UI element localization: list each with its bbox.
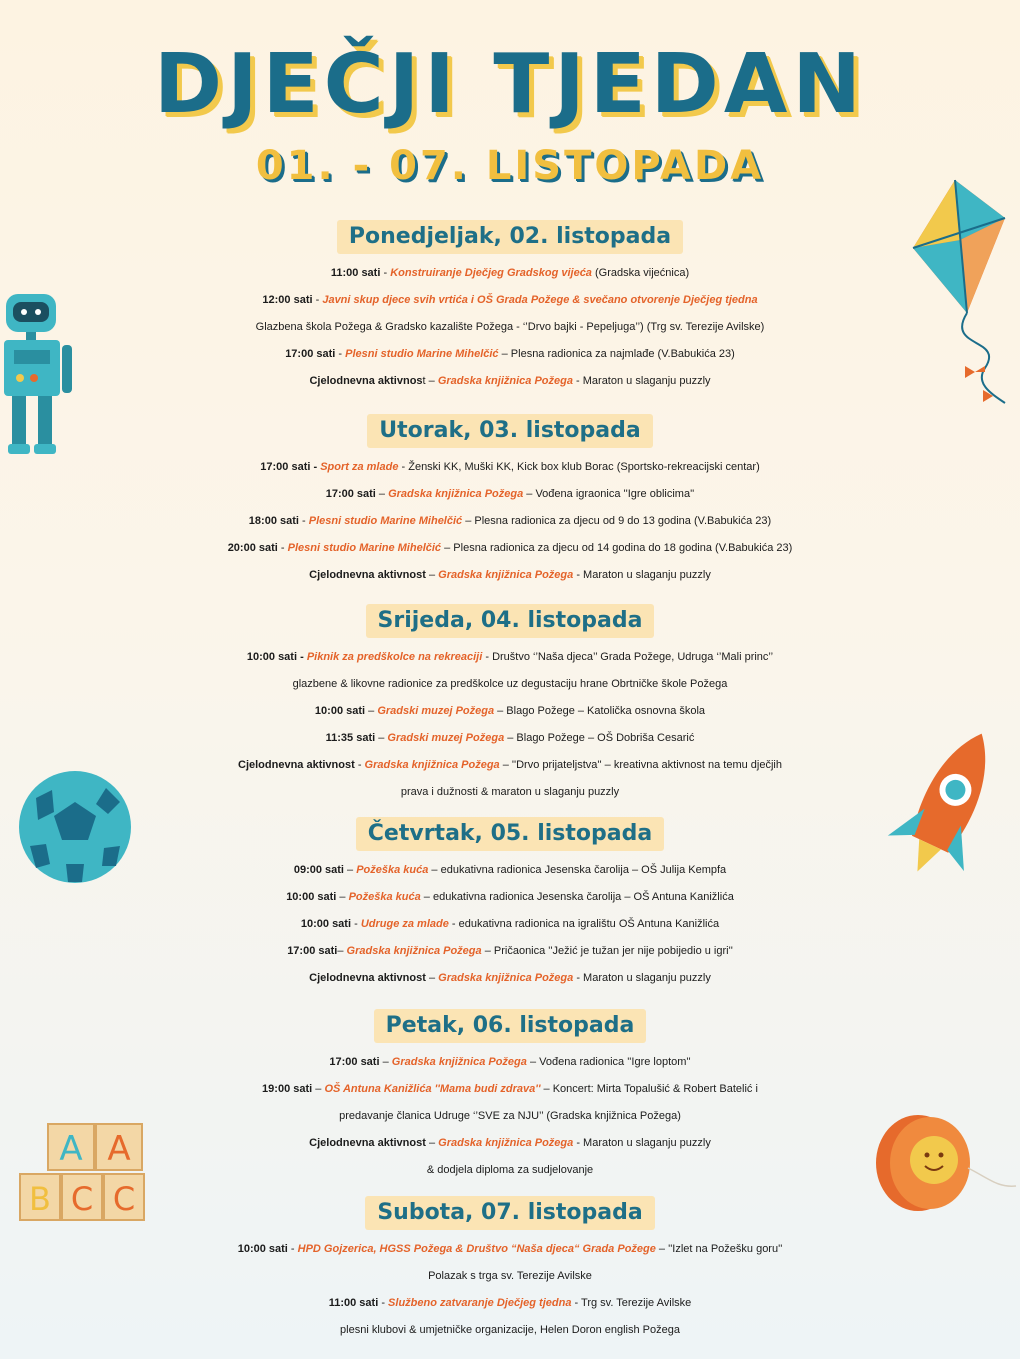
event-organizer: Plesni studio Marine Mihelčić	[345, 348, 499, 360]
event-line	[0, 884, 1020, 911]
event-time: Cjelodnevna aktivnost	[309, 1137, 426, 1149]
block-c-letter: C	[70, 1180, 94, 1218]
event-description: Glazbena škola Požega & Gradsko kazalište Požega - ‘’Drvo bajki - Pepeljuga’’) (Trg sv. Terezije Avilske)	[255, 321, 765, 333]
event-organizer: Požeška kuća	[348, 891, 421, 903]
event-line	[0, 911, 1020, 938]
event-description: – Plesna radionica za djecu od 9 do 13 godina (V.Babukića 23)	[462, 515, 772, 527]
event-line	[0, 1290, 1020, 1317]
event-organizer: Plesni studio Marine Mihelčić	[287, 542, 442, 554]
event-description: – Vođena radionica ''Igre loptom''	[526, 1056, 691, 1068]
event-line	[0, 725, 1020, 752]
event-description: glazbene & likovne radionice za predškolce uz degustaciju hrane Obrtničke škole Požega	[292, 678, 728, 690]
event-line	[0, 508, 1020, 535]
event-time: 10:00 sati	[300, 918, 352, 930]
event-line	[0, 1263, 1020, 1290]
event-separator: -	[378, 1297, 389, 1309]
event-line	[0, 481, 1020, 508]
event-time: 11:35 sati	[325, 732, 376, 744]
event-time: 10:00 sati	[314, 705, 366, 717]
block-b-letter: B	[29, 1180, 51, 1218]
event-organizer: Gradska knjižnica Požega	[438, 569, 574, 581]
event-line	[0, 1049, 1020, 1076]
event-time: 18:00 sati	[248, 515, 299, 527]
event-separator: –	[337, 945, 347, 957]
day-header: Utorak, 03. listopada	[367, 414, 652, 448]
event-description: - Ženski KK, Muški KK, Kick box klub Borac (Sportsko-rekreacijski centar)	[398, 461, 760, 473]
event-organizer: Javni skup djece svih vrtića i OŠ Grada Požege & svečano otvorenje Dječjeg tjedna	[322, 294, 758, 306]
event-organizer: Piknik za predškolce na rekreaciji	[306, 651, 483, 663]
event-description: – Blago Požege – Katolička osnovna škola	[494, 705, 706, 717]
event-line	[0, 1157, 1020, 1184]
event-time: 17:00 sati	[325, 488, 376, 500]
event-organizer: Plesni studio Marine Mihelčić	[308, 515, 463, 527]
event-time: 17:00 sati -	[260, 461, 318, 473]
event-time: 09:00 sati	[293, 864, 344, 876]
event-separator: –	[343, 864, 357, 876]
event-separator: –	[312, 1083, 325, 1095]
day-header: Subota, 07. listopada	[365, 1196, 654, 1230]
event-time: 11:00 sati	[330, 267, 381, 279]
event-time: Cjelodnevna aktivnost	[309, 972, 426, 984]
event-organizer: Gradska knjižnica Požega	[388, 488, 524, 500]
event-line	[0, 1076, 1020, 1103]
day-section	[0, 817, 1020, 992]
event-time: Cjelodnevna aktivnost	[238, 759, 355, 771]
event-line	[0, 341, 1020, 368]
event-organizer: HPD Gojzerica, HGSS Požega & Društvo “Naša djeca“ Grada Požege	[297, 1243, 656, 1255]
event-description: – Pričaonica ''Ježić je tužan jer nije pobijedio u igri''	[481, 945, 733, 957]
event-line	[0, 287, 1020, 314]
event-description: - edukativna radionica na igralištu OŠ Antuna Kanižlića	[448, 918, 720, 930]
event-line	[0, 965, 1020, 992]
event-line	[0, 857, 1020, 884]
event-organizer: Gradski muzej Požega	[387, 732, 505, 744]
event-organizer: Konstruiranje Dječjeg Gradskog vijeća	[390, 267, 592, 279]
event-line	[0, 562, 1020, 589]
block-a-letter: A	[59, 1129, 83, 1169]
event-line	[0, 1130, 1020, 1157]
event-description: – Vođena igraonica ''Igre oblicima''	[523, 488, 695, 500]
event-description: – Blago Požege – OŠ Dobriša Cesarić	[504, 732, 695, 744]
event-separator: –	[375, 732, 388, 744]
event-separator: –	[425, 1137, 439, 1149]
event-separator: -	[354, 759, 365, 771]
event-organizer: Službeno zatvaranje Dječjeg tjedna	[388, 1297, 572, 1309]
event-list	[0, 260, 1020, 395]
event-line	[0, 779, 1020, 806]
event-time: 12:00 sati	[262, 294, 313, 306]
event-separator: –	[336, 891, 349, 903]
event-time: 17:00 sati	[285, 348, 336, 360]
event-description: - Maraton u slaganju puzzly	[573, 972, 711, 984]
event-description: - Maraton u slaganju puzzly	[573, 569, 711, 581]
event-time: 10:00 sati -	[246, 651, 304, 663]
page-title: DJEČJI TJEDAN	[154, 37, 866, 132]
event-description: – edukativna radionica Jesenska čarolija – OŠ Julija Kempfa	[428, 864, 727, 876]
event-description: & dodjela diploma za sudjelovanje	[426, 1164, 594, 1176]
event-organizer: Gradska knjižnica Požega	[438, 972, 574, 984]
block-c2-letter: C	[112, 1180, 136, 1218]
event-description: Polazak s trga sv. Terezije Avilske	[428, 1270, 592, 1282]
block-a2-letter: A	[107, 1129, 131, 1169]
event-time: 10:00 sati	[286, 891, 337, 903]
event-time: 17:00 sati	[329, 1056, 380, 1068]
event-organizer: Gradska knjižnica Požega	[364, 759, 500, 771]
event-description: predavanje članica Udruge ‘’SVE za NJU’’ (Gradska knjižnica Požega)	[339, 1110, 681, 1122]
event-organizer: OŠ Antuna Kanižlića ''Mama budi zdrava''	[324, 1083, 541, 1095]
event-separator: t –	[422, 375, 438, 387]
event-separator: -	[298, 515, 309, 527]
event-organizer: Sport za mlade	[320, 461, 399, 473]
event-description: – ''Izlet na Požešku goru''	[655, 1243, 783, 1255]
event-description: prava i dužnosti & maraton u slaganju puzzly	[400, 786, 620, 798]
event-organizer: Gradska knjižnica Požega	[391, 1056, 527, 1068]
event-list	[0, 857, 1020, 992]
event-separator: -	[287, 1243, 298, 1255]
day-section	[0, 220, 1020, 395]
day-header: Petak, 06. listopada	[374, 1009, 647, 1043]
event-organizer: Gradska knjižnica Požega	[438, 1137, 574, 1149]
event-line	[0, 368, 1020, 395]
event-list	[0, 644, 1020, 806]
event-time: Cjelodnevna aktivnos	[309, 375, 423, 387]
event-description: – Koncert: Mirta Topalušić & Robert Batelić i	[540, 1083, 758, 1095]
event-separator: -	[312, 294, 323, 306]
event-separator: –	[375, 488, 389, 500]
event-line	[0, 535, 1020, 562]
event-line	[0, 314, 1020, 341]
day-section	[0, 1196, 1020, 1344]
event-description: - Maraton u slaganju puzzly	[573, 1137, 711, 1149]
event-separator: –	[425, 972, 439, 984]
event-list	[0, 1049, 1020, 1184]
event-description: (Gradska vijećnica)	[591, 267, 690, 279]
event-line	[0, 671, 1020, 698]
event-time: 10:00 sati	[237, 1243, 288, 1255]
event-time: 19:00 sati	[262, 1083, 313, 1095]
day-section	[0, 1009, 1020, 1184]
event-line	[0, 698, 1020, 725]
event-time: 17:00 sati	[287, 945, 338, 957]
event-description: - Trg sv. Terezije Avilske	[571, 1297, 692, 1309]
event-line	[0, 454, 1020, 481]
event-line	[0, 260, 1020, 287]
event-description: – edukativna radionica Jesenska čarolija – OŠ Antuna Kanižlića	[420, 891, 734, 903]
event-line	[0, 1103, 1020, 1130]
event-organizer: Gradska knjižnica Požega	[437, 375, 573, 387]
event-separator: –	[379, 1056, 392, 1068]
event-organizer: Gradska knjižnica Požega	[346, 945, 482, 957]
event-description: plesni klubovi & umjetničke organizacije, Helen Doron english Požega	[340, 1324, 680, 1336]
event-description: – Plesna radionica za djecu od 14 godina do 18 godina (V.Babukića 23)	[441, 542, 793, 554]
day-header: Ponedjeljak, 02. listopada	[337, 220, 683, 254]
event-line	[0, 938, 1020, 965]
event-separator: -	[351, 918, 361, 930]
event-list	[0, 454, 1020, 589]
event-separator: –	[365, 705, 378, 717]
page-subtitle: 01. - 07. LISTOPADA	[255, 143, 765, 189]
day-section	[0, 604, 1020, 806]
event-separator: –	[425, 569, 439, 581]
day-header: Četvrtak, 05. listopada	[356, 817, 664, 851]
event-description: - Društvo ‘’Naša djeca’’ Grada Požege, Udruga ‘’Mali princ’’	[482, 651, 774, 663]
event-time: 11:00 sati	[328, 1297, 379, 1309]
day-header: Srijeda, 04. listopada	[366, 604, 655, 638]
event-time: 20:00 sati	[227, 542, 278, 554]
event-organizer: Gradski muzej Požega	[377, 705, 495, 717]
event-description: – ''Drvo prijateljstva'' – kreativna aktivnost na temu dječjih	[499, 759, 782, 771]
event-organizer: Udruge za mlade	[360, 918, 449, 930]
event-time: Cjelodnevna aktivnost	[309, 569, 426, 581]
event-description: – Plesna radionica za najmlađe (V.Babukića 23)	[498, 348, 735, 360]
event-organizer: Požeška kuća	[356, 864, 429, 876]
event-separator: -	[277, 542, 288, 554]
event-line	[0, 1317, 1020, 1344]
event-line	[0, 752, 1020, 779]
event-separator: -	[335, 348, 346, 360]
event-line	[0, 1236, 1020, 1263]
event-separator: -	[380, 267, 391, 279]
event-description: - Maraton u slaganju puzzly	[572, 375, 711, 387]
event-list	[0, 1236, 1020, 1344]
event-line	[0, 644, 1020, 671]
day-section	[0, 414, 1020, 589]
